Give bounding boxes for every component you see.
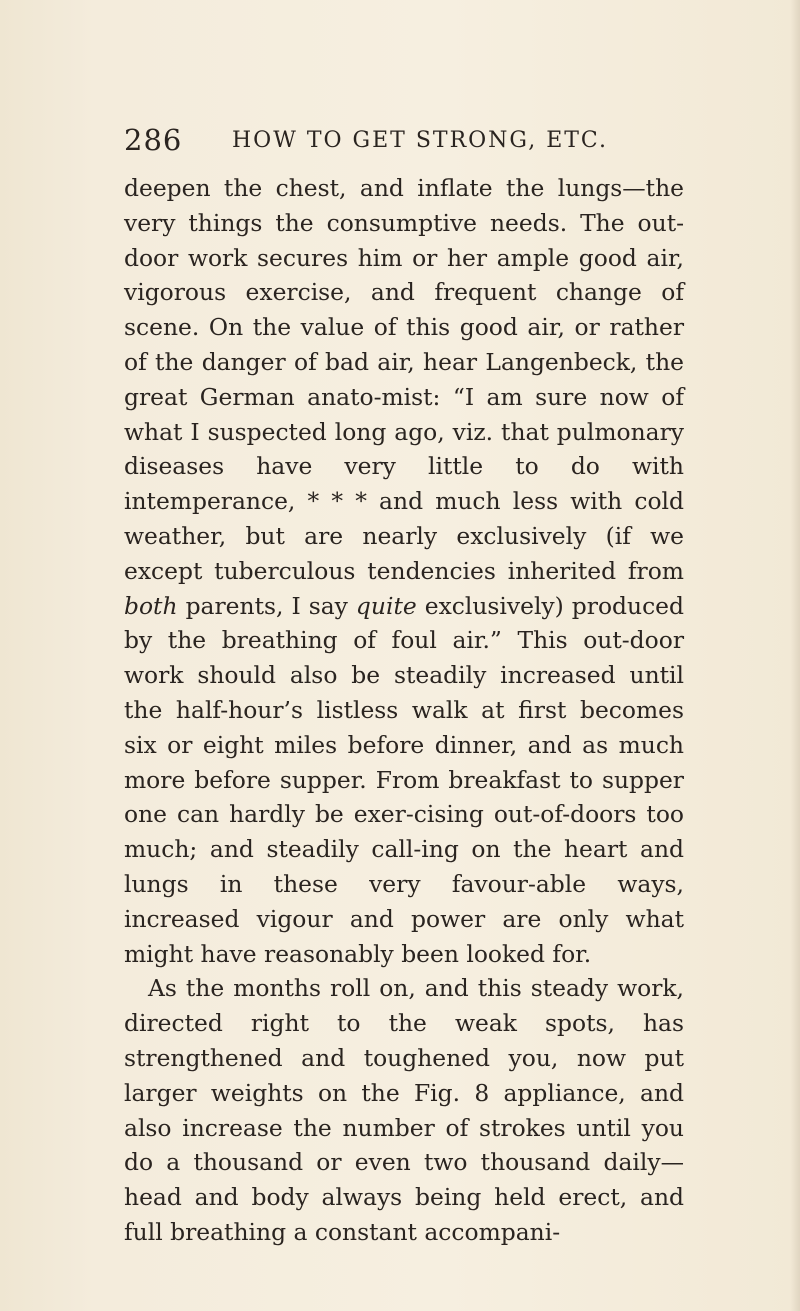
paragraph: [124, 971, 684, 1249]
page-number: 286: [124, 123, 183, 157]
paragraph: [124, 171, 684, 971]
page-header: [124, 122, 684, 162]
italic-emphasis: both: [124, 591, 178, 620]
paragraph-text: parents, I say: [177, 591, 356, 620]
body-text: [124, 171, 684, 1250]
paragraph-text: As the months roll on, and this steady work, directed right to the weak spots, has strengthened and toughened you, now put larger weights on the Fig. 8 appliance, and also increase the number of strokes until you do a thousand or even two thousand daily—head and body always being held erect, and full breathing a constant accompani-: [124, 974, 684, 1246]
page-edge-shadow: [790, 0, 800, 1311]
running-head: HOW TO GET STRONG, ETC.: [232, 128, 608, 153]
paragraph-text: exclusively) produced by the breathing of foul air.” This out-door work should also be steadily increased until the half-hour’s listless walk at first becomes six or eight miles before dinner, and as much more before supper. From breakfast to supper one can hardly be exer-cising out-of-doors too much; and steadily call-ing on the heart and lungs in these very favour-able ways, increased vigour and power are only what might have reasonably been looked for.: [124, 591, 684, 968]
italic-emphasis: quite: [355, 591, 417, 620]
paragraph-text: deepen the chest, and inflate the lungs—the very things the consumptive needs. The out-door work secures him or her ample good air, vigorous exercise, and frequent change of scene. On the value of this good air, or rather of the danger of bad air, hear Langenbeck, the great German anato-mist: “I am sure now of what I suspected long ago, viz. that pulmonary diseases have very little to do with intemperance, * * * and much less with cold weather, but are nearly exclusively (if we except tuberculous tendencies inherited from: [124, 174, 684, 585]
